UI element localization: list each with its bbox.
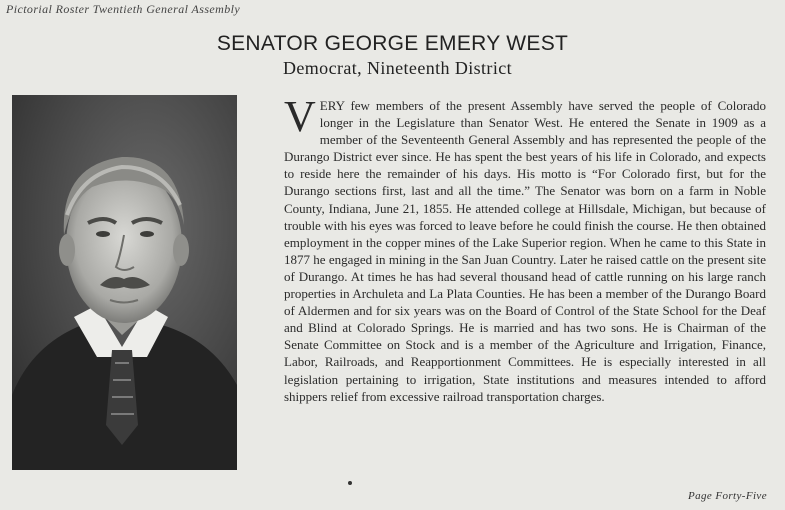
- page-number: Page Forty-Five: [688, 490, 767, 502]
- ink-dot: [348, 481, 352, 485]
- drop-cap: V: [284, 92, 316, 141]
- running-header: Pictorial Roster Twentieth General Assembly: [6, 2, 241, 16]
- biography-body: ERY few members of the present Assembly have served the people of Colorado longer in the Legislature than Senator West. He entered the Senate in 1909 as a member of the Seventeenth General Assembly and has represented the people of the Durango District ever since. He has spent the best years of his life in Colorado, and expects to reside here the remainder of his days. His motto is “For Colorado first, but for the Durango sections first, last and all the time.” The Senator was born on a farm in Noble County, Indiana, June 21, 1855. He attended college at Hillsdale, Michigan, but because of trouble with his eyes was forced to leave before he could finish the course. He then obtained employment in the copper mines of the Lake Superior region. When he came to this State in 1877 he engaged in mining in the San Juan Country. Later he raised cattle on the present site of Durango. At times he has had several thousand head of cattle running on his large ranch properties in Archuleta and La Plata Counties. He has been a member of the Durango Board of Aldermen and for six years was on the Board of Control of the State School for the Deaf and Blind at Colorado Springs. He is married and has two sons. He is Chairman of the Senate Committee on Stock and is a member of the Agriculture and Irrigation, Finance, Labor, Railroads, and Reapportionment Committees. He is especially interested in all legislation pertaining to irrigation, State institutions and measures intended to afford shippers relief from excessive railroad transportation charges.: [284, 98, 766, 404]
- portrait-photo: [12, 95, 237, 470]
- page-title: SENATOR GEORGE EMERY WEST: [216, 32, 569, 55]
- page-subtitle: Democrat, Nineteenth District: [282, 58, 513, 78]
- biography-text: [284, 92, 766, 405]
